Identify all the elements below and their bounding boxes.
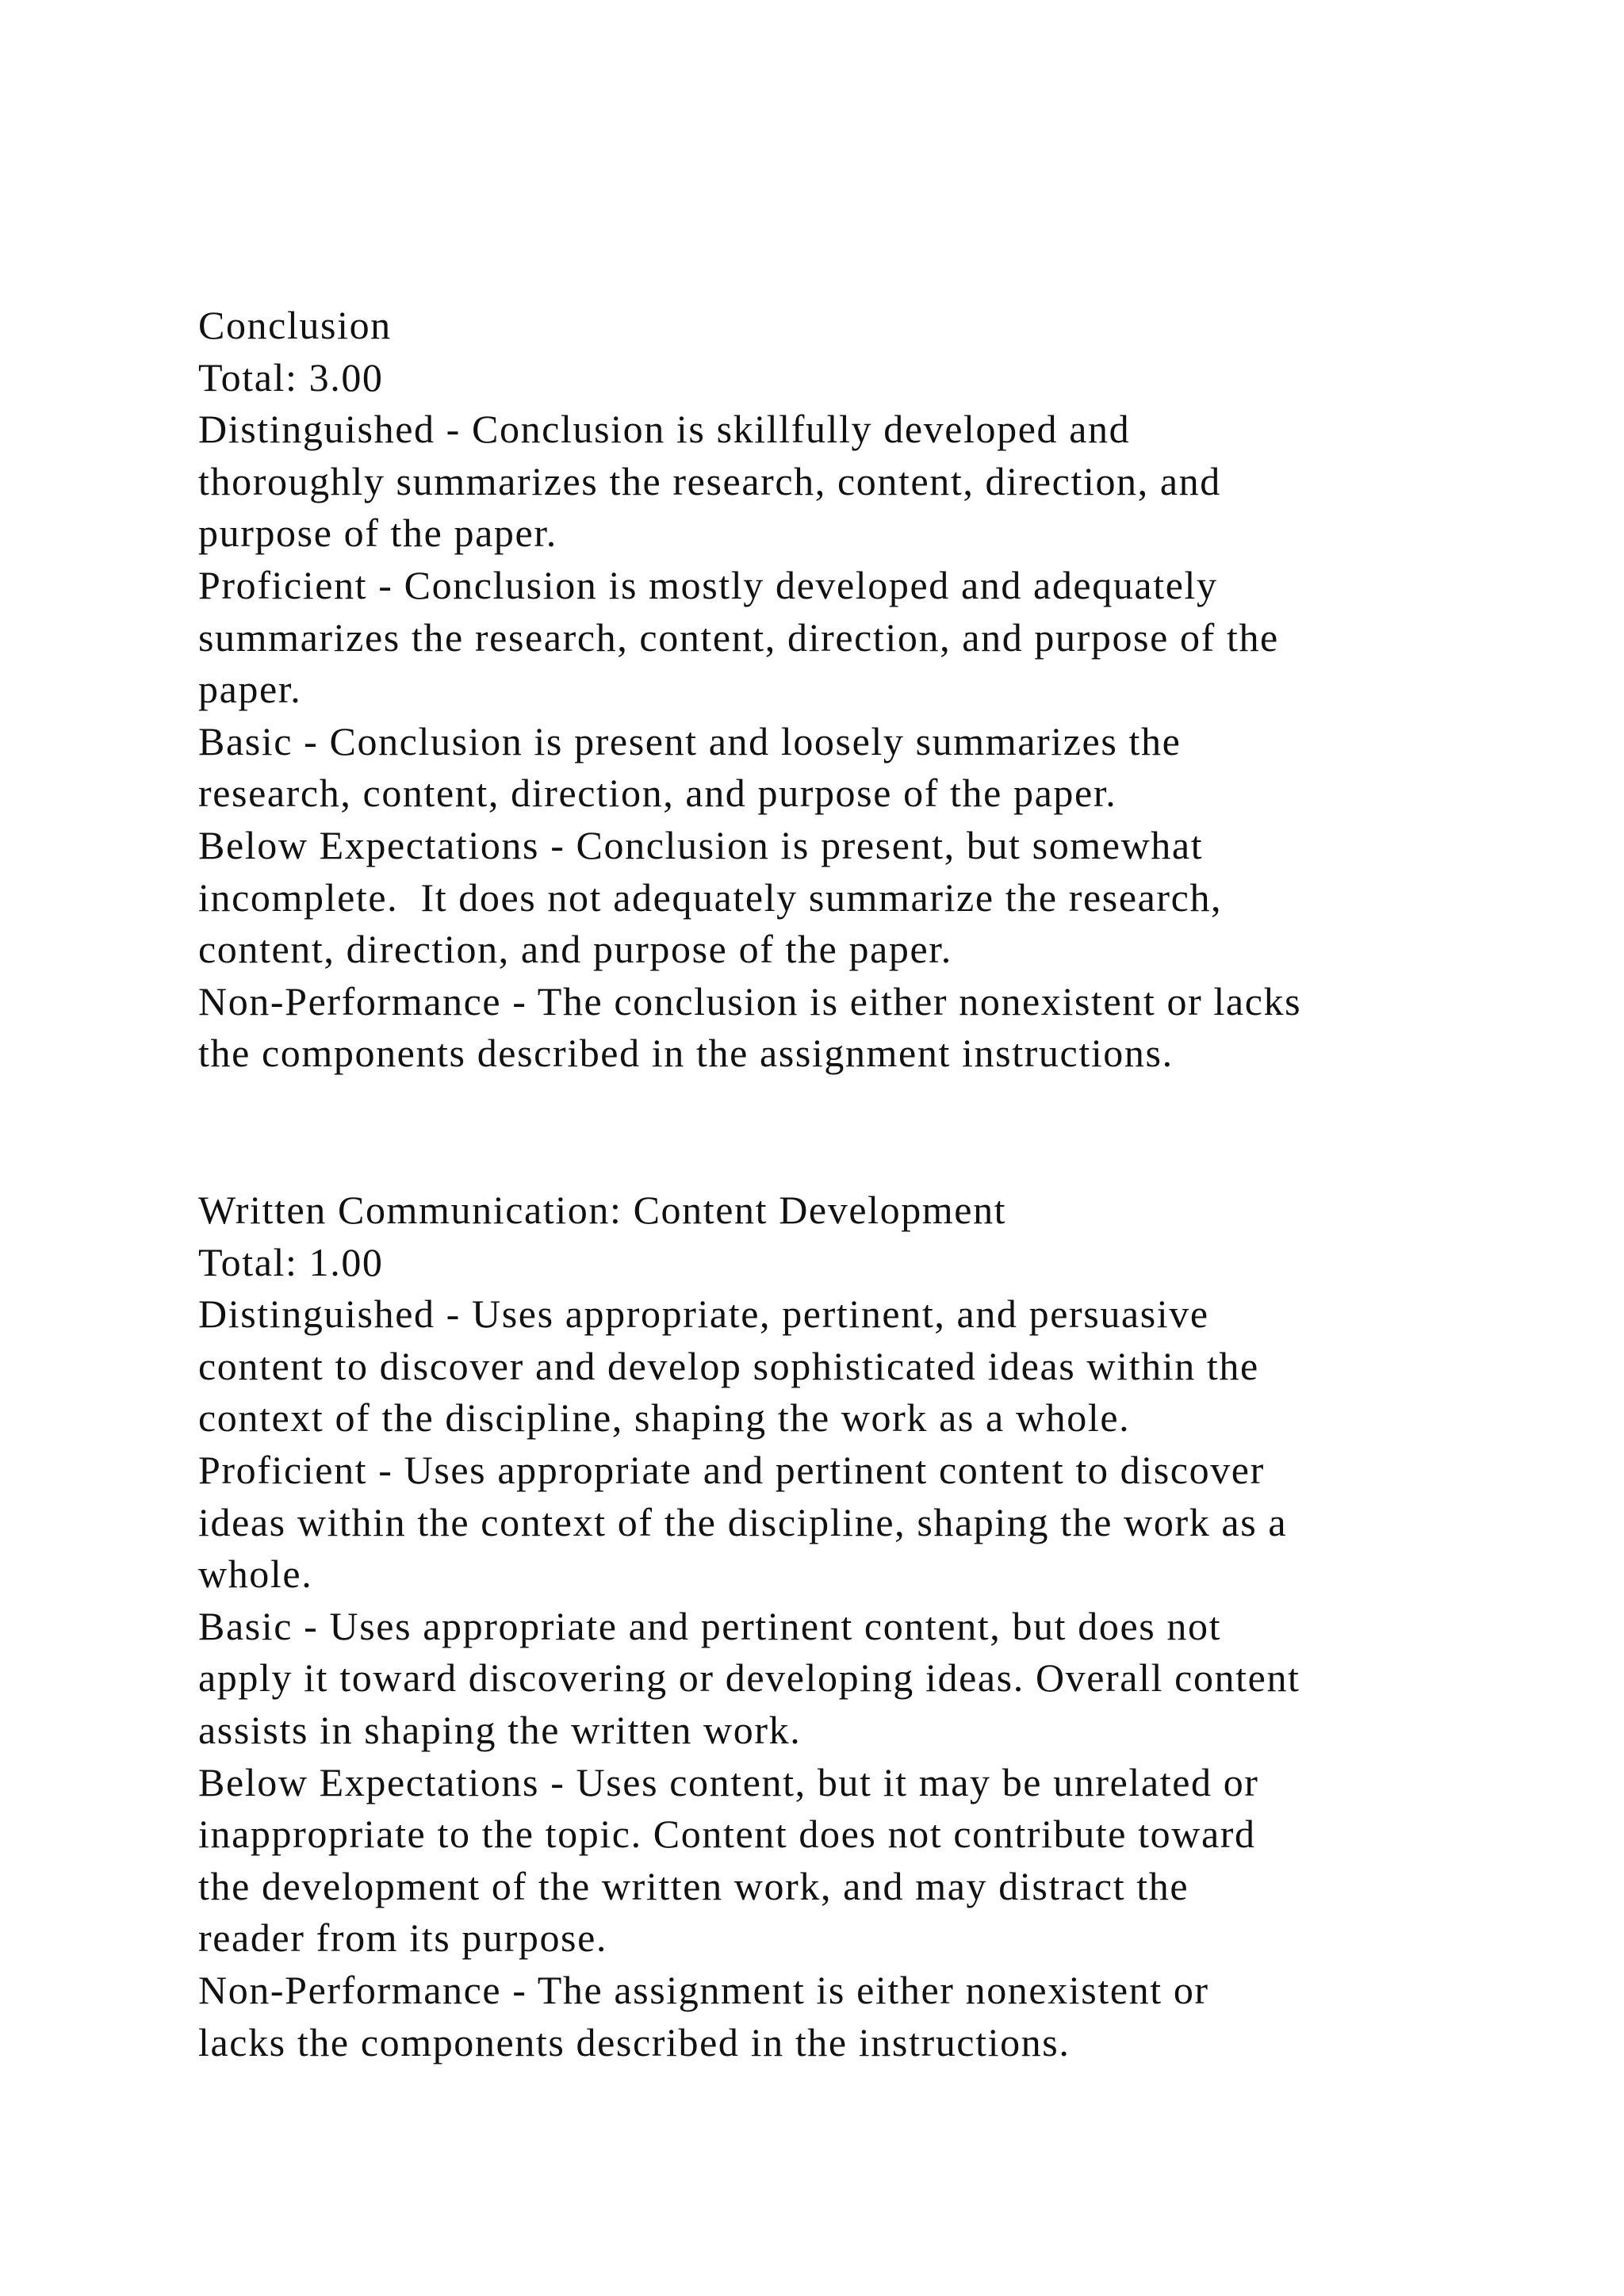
text-line: the development of the written work, and may distract the — [198, 1863, 1189, 1908]
text-line: Basic - Uses appropriate and pertinent content, but does not — [198, 1603, 1222, 1648]
text-line: Non-Performance - The conclusion is either nonexistent or lacks — [198, 978, 1302, 1024]
section-total: Total: 3.00 — [198, 354, 384, 400]
text-line: assists in shaping the written work. — [198, 1707, 802, 1752]
section-total: Total: 1.00 — [198, 1239, 384, 1284]
text-line: Proficient - Uses appropriate and pertinent content to discover — [198, 1447, 1265, 1492]
text-line: Basic - Conclusion is present and loosely summarizes the — [198, 718, 1182, 763]
text-line: Below Expectations - Uses content, but it may be unrelated or — [198, 1759, 1259, 1804]
text-line: Distinguished - Conclusion is skillfully developed and — [198, 407, 1131, 452]
text-line: purpose of the paper. — [198, 511, 557, 556]
rubric-section-content-development — [198, 1184, 1483, 2068]
text-line: apply it toward discovering or developing ideas. Overall content — [198, 1655, 1300, 1701]
rubric-section-conclusion — [198, 300, 1483, 1080]
text-line: content to discover and develop sophisticated ideas within the — [198, 1343, 1259, 1388]
text-line: context of the discipline, shaping the work as a whole. — [198, 1395, 1131, 1441]
text-line: inappropriate to the topic. Content does not contribute toward — [198, 1812, 1256, 1857]
text-line: reader from its purpose. — [198, 1915, 608, 1961]
section-title: Conclusion — [198, 303, 392, 347]
section-title: Written Communication: Content Development — [198, 1188, 1007, 1232]
text-line: research, content, direction, and purpose of the paper. — [198, 771, 1117, 816]
text-line: ideas within the context of the discipline, shaping the work as a — [198, 1499, 1288, 1544]
text-line: Proficient - Conclusion is mostly developed and adequately — [198, 562, 1218, 607]
text-line: Non-Performance - The assignment is either nonexistent or — [198, 1967, 1209, 2012]
text-line: summarizes the research, content, direction, and purpose of the — [198, 614, 1279, 660]
text-line: paper. — [198, 667, 302, 712]
text-line: the components described in the assignment instructions. — [198, 1031, 1174, 1076]
text-line: thoroughly summarizes the research, content, direction, and — [198, 458, 1221, 503]
text-line: Below Expectations - Conclusion is present, but somewhat — [198, 822, 1204, 867]
text-line: incomplete. It does not adequately summarize the research, — [198, 874, 1223, 920]
text-line: whole. — [198, 1552, 313, 1597]
text-line: lacks the components described in the instructions. — [198, 2019, 1071, 2064]
text-line: content, direction, and purpose of the paper. — [198, 927, 952, 972]
text-line: Distinguished - Uses appropriate, pertinent, and persuasive — [198, 1292, 1209, 1337]
